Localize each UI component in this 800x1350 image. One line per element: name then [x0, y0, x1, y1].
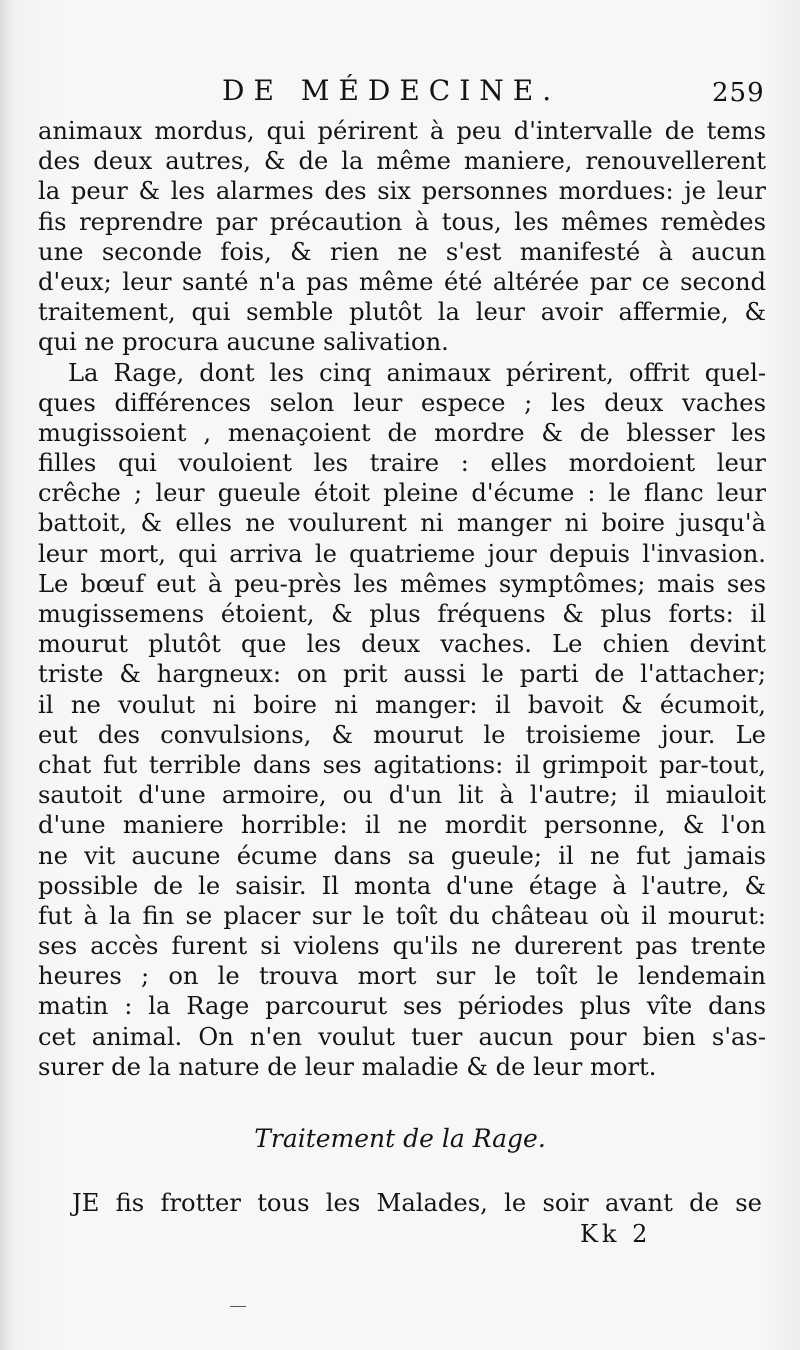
section-heading: Traitement de la Rage.: [254, 1124, 546, 1153]
text-line: ses accès furent si violens qu'ils ne durerent pas trente: [38, 932, 766, 961]
text-line: matin : la Rage parcourut ses périodes plus vîte dans: [38, 992, 766, 1021]
text-line: cet animal. On n'en voulut tuer aucun pour bien s'as-: [38, 1022, 766, 1051]
page-number: 259: [712, 78, 765, 108]
text-line: il ne voulut ni boire ni manger: il bavoit & écumoit,: [38, 690, 766, 719]
text-line: La Rage, dont les cinq animaux périrent, offrit quel-: [68, 358, 766, 387]
text-line: Le bœuf eut à peu-près les mêmes symptômes; mais ses: [38, 569, 766, 598]
text-line: heures ; on le trouva mort sur le toît le lendemain: [38, 962, 766, 991]
page-header: [0, 72, 800, 112]
signature-mark: Kk 2: [580, 1220, 652, 1248]
text-line: ne vit aucune écume dans sa gueule; il ne fut jamais: [38, 841, 766, 870]
body-text: [38, 116, 766, 1082]
text-line: sautoit d'une armoire, ou d'un lit à l'autre; il miauloit: [38, 781, 766, 810]
continuation-line: JE fis frotter tous les Malades, le soir avant de se: [72, 1189, 762, 1217]
text-line: fut à la fin se placer sur le toît du château où il mourut:: [38, 901, 766, 930]
text-line: possible de le saisir. Il monta d'une étage à l'autre, &: [38, 871, 766, 900]
running-head: DE MÉDECINE.: [222, 74, 561, 107]
text-line: chat fut terrible dans ses agitations: il grimpoit par-tout,: [38, 750, 766, 779]
text-line: des deux autres, & de la même maniere, renouvellerent: [38, 147, 766, 176]
text-line: animaux mordus, qui périrent à peu d'intervalle de tems: [38, 117, 766, 145]
text-line: triste & hargneux: on prit aussi le parti de l'attacher;: [38, 660, 766, 689]
text-line: d'une maniere horrible: il ne mordit personne, & l'on: [38, 811, 766, 840]
stray-mark: [230, 1306, 246, 1307]
text-line: ques différences selon leur espece ; les deux vaches: [38, 388, 766, 417]
text-line: d'eux; leur santé n'a pas même été altérée par ce second: [38, 267, 766, 296]
text-line: mugissemens étoient, & plus fréquens & plus forts: il: [38, 600, 766, 628]
text-line: leur mort, qui arriva le quatrieme jour depuis l'invasion.: [38, 539, 766, 568]
text-line: qui ne procura aucune salivation.: [38, 328, 449, 357]
text-line: crêche ; leur gueule étoit pleine d'écume : le flanc leur: [38, 479, 766, 508]
text-line: une seconde fois, & rien ne s'est manifesté à aucun: [38, 237, 766, 266]
text-line: filles qui vouloient les traire : elles mordoient leur: [38, 449, 766, 478]
text-line: fis reprendre par précaution à tous, les mêmes remèdes: [38, 207, 766, 236]
text-line: surer de la nature de leur maladie & de leur mort.: [38, 1052, 657, 1081]
text-line: traitement, qui semble plutôt la leur avoir affermie, &: [38, 298, 766, 327]
text-line: mugissoient , menaçoient de mordre & de blesser les: [38, 418, 766, 447]
text-line: la peur & les alarmes des six personnes mordues: je leur: [38, 177, 766, 206]
text-line: eut des convulsions, & mourut le troisieme jour. Le: [38, 720, 766, 749]
text-line: mourut plutôt que les deux vaches. Le chien devint: [38, 630, 766, 659]
text-line: battoit, & elles ne voulurent ni manger ni boire jusqu'à: [38, 509, 766, 538]
